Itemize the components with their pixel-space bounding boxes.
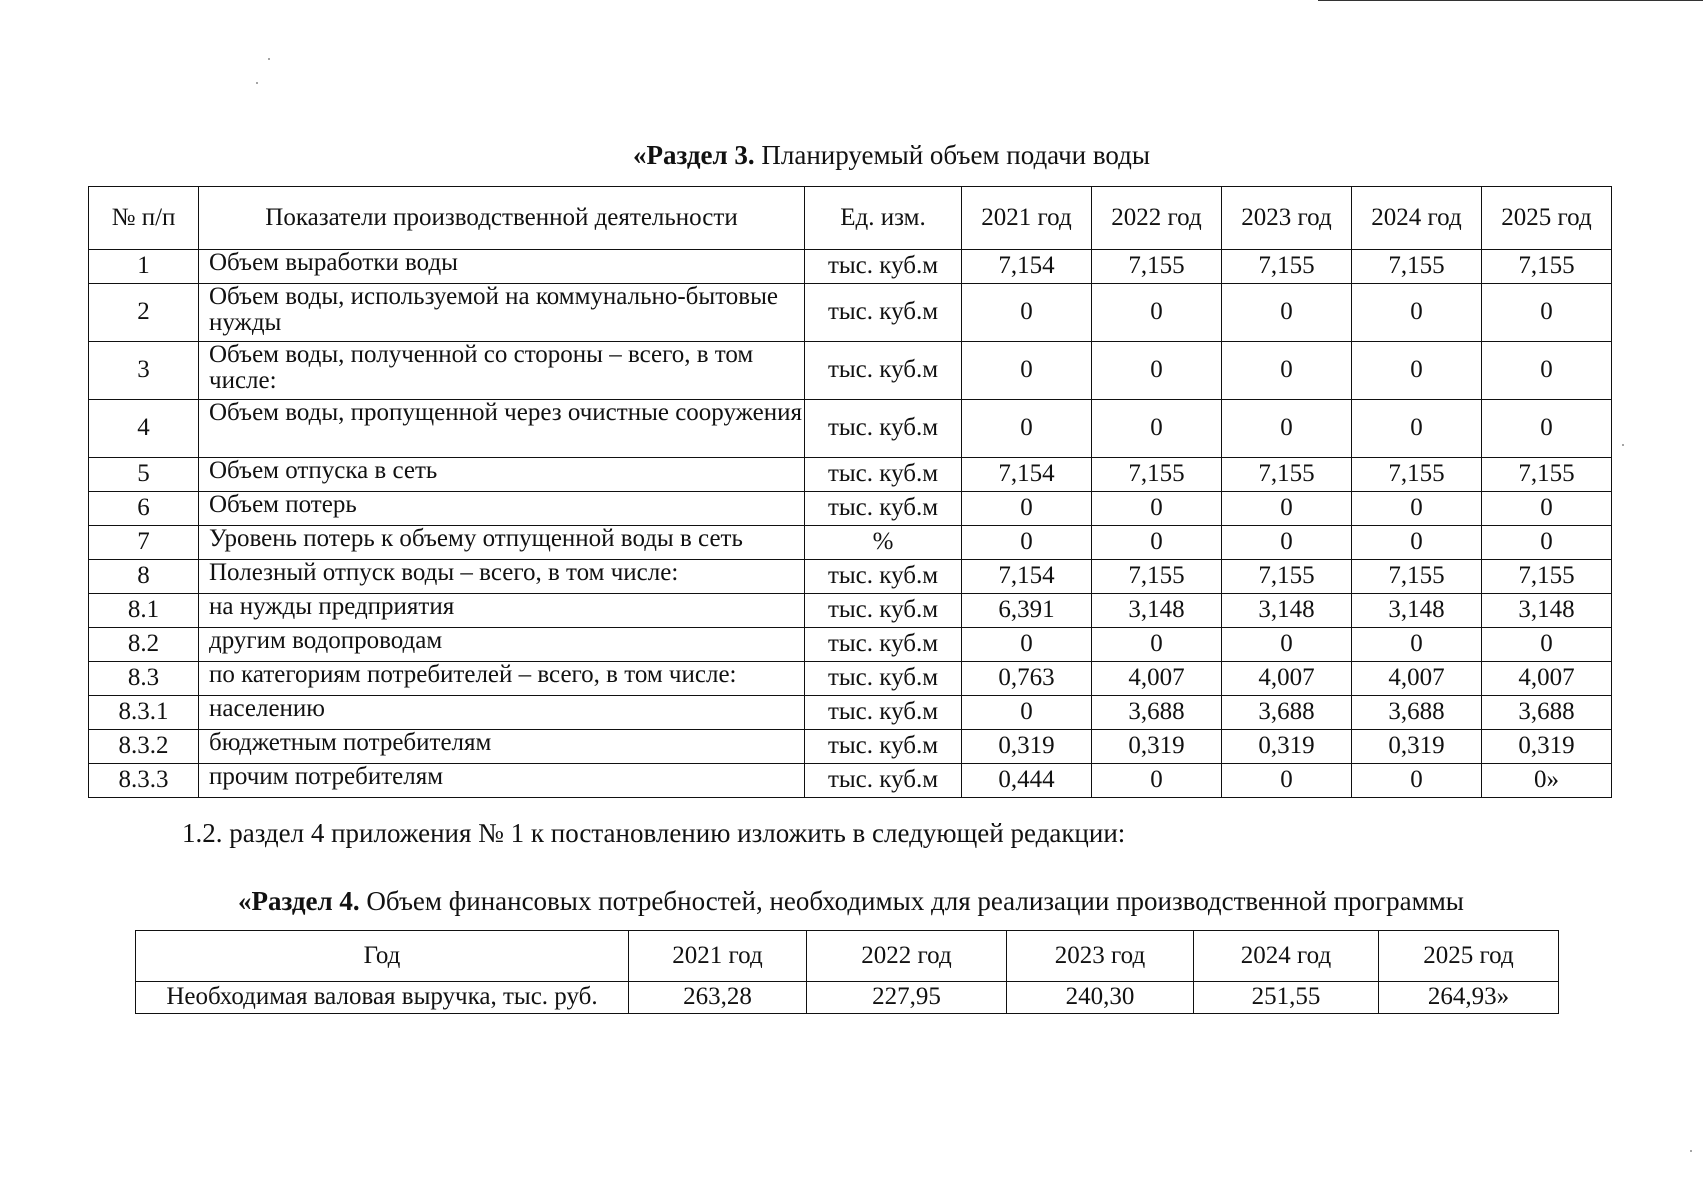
value-cell: 0 bbox=[962, 526, 1092, 560]
value-cell: 7,155 bbox=[1352, 560, 1482, 594]
indicator-name: бюджетным потребителям bbox=[199, 730, 805, 764]
section4-title bbox=[238, 886, 1464, 917]
value-cell: 7,155 bbox=[1092, 560, 1222, 594]
row-number: 8.3 bbox=[89, 662, 199, 696]
table-row bbox=[89, 400, 1612, 458]
row-number: 7 bbox=[89, 526, 199, 560]
value-cell: 7,155 bbox=[1482, 560, 1612, 594]
row-number: 8.1 bbox=[89, 594, 199, 628]
indicator-name: на нужды предприятия bbox=[199, 594, 805, 628]
value-cell: 0 bbox=[1352, 764, 1482, 798]
value-cell: 3,688 bbox=[1222, 696, 1352, 730]
indicator-name: Объем отпуска в сеть bbox=[199, 458, 805, 492]
header-cell: 2023 год bbox=[1222, 187, 1352, 250]
row-number: 8.2 bbox=[89, 628, 199, 662]
header-cell: 2024 год bbox=[1194, 931, 1379, 982]
unit-cell: % bbox=[805, 526, 962, 560]
value-cell: 227,95 bbox=[807, 982, 1007, 1014]
table-row bbox=[89, 696, 1612, 730]
row-number: 1 bbox=[89, 250, 199, 284]
section4-title-bold: «Раздел 4. bbox=[238, 886, 360, 916]
value-cell: 0 bbox=[962, 284, 1092, 342]
table-row bbox=[136, 982, 1559, 1014]
table-row bbox=[89, 284, 1612, 342]
value-cell: 7,154 bbox=[962, 250, 1092, 284]
value-cell: 0 bbox=[962, 400, 1092, 458]
value-cell: 0 bbox=[1482, 400, 1612, 458]
value-cell: 7,155 bbox=[1222, 250, 1352, 284]
scan-speck bbox=[268, 58, 270, 60]
table-row bbox=[89, 458, 1612, 492]
value-cell: 6,391 bbox=[962, 594, 1092, 628]
value-cell: 0,763 bbox=[962, 662, 1092, 696]
value-cell: 0 bbox=[1222, 492, 1352, 526]
financial-needs-table bbox=[135, 930, 1559, 1014]
value-cell: 3,148 bbox=[1352, 594, 1482, 628]
value-cell: 0 bbox=[1092, 526, 1222, 560]
value-cell: 4,007 bbox=[1352, 662, 1482, 696]
value-cell: 7,155 bbox=[1222, 458, 1352, 492]
row-number: 8.3.3 bbox=[89, 764, 199, 798]
value-cell: 0 bbox=[1222, 284, 1352, 342]
value-cell: 3,688 bbox=[1352, 696, 1482, 730]
value-cell: 7,155 bbox=[1092, 458, 1222, 492]
header-cell: 2023 год bbox=[1007, 931, 1194, 982]
table-row bbox=[89, 662, 1612, 696]
scan-speck bbox=[1622, 444, 1624, 446]
value-cell: 0 bbox=[1482, 492, 1612, 526]
water-supply-table bbox=[88, 186, 1612, 798]
header-cell: 2021 год bbox=[962, 187, 1092, 250]
value-cell: 0 bbox=[1222, 342, 1352, 400]
unit-cell: тыс. куб.м bbox=[805, 764, 962, 798]
value-cell: 7,154 bbox=[962, 458, 1092, 492]
header-cell: 2025 год bbox=[1482, 187, 1612, 250]
header-cell: Ед. изм. bbox=[805, 187, 962, 250]
section3-title-text: Планируемый объем подачи воды bbox=[754, 140, 1151, 170]
unit-cell: тыс. куб.м bbox=[805, 342, 962, 400]
value-cell: 4,007 bbox=[1222, 662, 1352, 696]
unit-cell: тыс. куб.м bbox=[805, 628, 962, 662]
value-cell: 0 bbox=[1352, 526, 1482, 560]
table-row bbox=[89, 628, 1612, 662]
header-cell: Показатели производственной деятельности bbox=[199, 187, 805, 250]
amendment-note: 1.2. раздел 4 приложения № 1 к постановлению изложить в следующей редакции: bbox=[182, 818, 1126, 848]
value-cell: 0,444 bbox=[962, 764, 1092, 798]
unit-cell: тыс. куб.м bbox=[805, 560, 962, 594]
section3-title bbox=[0, 140, 1703, 171]
indicator-name: населению bbox=[199, 696, 805, 730]
indicator-name: прочим потребителям bbox=[199, 764, 805, 798]
value-cell: 3,148 bbox=[1092, 594, 1222, 628]
value-cell: 0 bbox=[1352, 342, 1482, 400]
section3-title-bold: «Раздел 3. bbox=[632, 140, 755, 170]
row-number: 6 bbox=[89, 492, 199, 526]
indicator-name: Полезный отпуск воды – всего, в том числе: bbox=[199, 560, 805, 594]
value-cell: 0,319 bbox=[1092, 730, 1222, 764]
value-cell: 264,93» bbox=[1379, 982, 1559, 1014]
value-cell: 0 bbox=[1352, 284, 1482, 342]
value-cell: 0 bbox=[1222, 400, 1352, 458]
value-cell: 0 bbox=[1092, 492, 1222, 526]
row-number: 5 bbox=[89, 458, 199, 492]
header-cell: 2025 год bbox=[1379, 931, 1559, 982]
indicator-name: Объем воды, полученной со стороны – всего, в том числе: bbox=[199, 342, 805, 400]
value-cell: 0,319 bbox=[1222, 730, 1352, 764]
value-cell: 7,155 bbox=[1352, 458, 1482, 492]
value-cell: 0 bbox=[1222, 764, 1352, 798]
row-number: 8.3.2 bbox=[89, 730, 199, 764]
table-header-row bbox=[89, 187, 1612, 250]
value-cell: 0 bbox=[1222, 628, 1352, 662]
value-cell: 7,155 bbox=[1352, 250, 1482, 284]
indicator-name: Объем воды, пропущенной через очистные сооружения bbox=[199, 400, 805, 458]
value-cell: 0 bbox=[1092, 400, 1222, 458]
section4-title-text: Объем финансовых потребностей, необходимых для реализации производственной программы bbox=[359, 886, 1464, 916]
value-cell: 0,319 bbox=[1482, 730, 1612, 764]
table-row bbox=[89, 492, 1612, 526]
value-cell: 7,155 bbox=[1482, 250, 1612, 284]
value-cell: 0 bbox=[1352, 400, 1482, 458]
scan-edge-line bbox=[1318, 0, 1703, 1]
value-cell: 0 bbox=[1482, 284, 1612, 342]
value-cell: 0 bbox=[1352, 628, 1482, 662]
table-header-row bbox=[136, 931, 1559, 982]
value-cell: 0 bbox=[962, 696, 1092, 730]
value-cell: 3,688 bbox=[1482, 696, 1612, 730]
indicator-name: Объем потерь bbox=[199, 492, 805, 526]
unit-cell: тыс. куб.м bbox=[805, 250, 962, 284]
header-cell: 2022 год bbox=[807, 931, 1007, 982]
table-row bbox=[89, 594, 1612, 628]
indicator-name: по категориям потребителей – всего, в том числе: bbox=[199, 662, 805, 696]
value-cell: 0 bbox=[1092, 628, 1222, 662]
unit-cell: тыс. куб.м bbox=[805, 662, 962, 696]
indicator-name: Объем выработки воды bbox=[199, 250, 805, 284]
value-cell: 4,007 bbox=[1482, 662, 1612, 696]
value-cell: 0 bbox=[1092, 284, 1222, 342]
unit-cell: тыс. куб.м bbox=[805, 492, 962, 526]
value-cell: 0,319 bbox=[1352, 730, 1482, 764]
value-cell: 4,007 bbox=[1092, 662, 1222, 696]
header-cell: 2021 год bbox=[629, 931, 807, 982]
value-cell: 0» bbox=[1482, 764, 1612, 798]
row-number: 8 bbox=[89, 560, 199, 594]
unit-cell: тыс. куб.м bbox=[805, 458, 962, 492]
value-cell: 0,319 bbox=[962, 730, 1092, 764]
value-cell: 240,30 bbox=[1007, 982, 1194, 1014]
header-cell: 2022 год bbox=[1092, 187, 1222, 250]
value-cell: 263,28 bbox=[629, 982, 807, 1014]
unit-cell: тыс. куб.м bbox=[805, 730, 962, 764]
value-cell: 3,688 bbox=[1092, 696, 1222, 730]
scan-speck bbox=[256, 82, 258, 84]
value-cell: 0 bbox=[962, 492, 1092, 526]
row-number: 3 bbox=[89, 342, 199, 400]
table-row bbox=[89, 730, 1612, 764]
row-number: 2 bbox=[89, 284, 199, 342]
table-row bbox=[89, 560, 1612, 594]
header-cell: Год bbox=[136, 931, 629, 982]
row-number: 8.3.1 bbox=[89, 696, 199, 730]
indicator-name: Объем воды, используемой на коммунально-бытовые нужды bbox=[199, 284, 805, 342]
table-row bbox=[89, 342, 1612, 400]
value-cell: 0 bbox=[1092, 342, 1222, 400]
indicator-name: Уровень потерь к объему отпущенной воды в сеть bbox=[199, 526, 805, 560]
value-cell: 7,155 bbox=[1482, 458, 1612, 492]
header-cell: 2024 год bbox=[1352, 187, 1482, 250]
value-cell: 7,155 bbox=[1222, 560, 1352, 594]
row-label: Необходимая валовая выручка, тыс. руб. bbox=[136, 982, 629, 1014]
indicator-name: другим водопроводам bbox=[199, 628, 805, 662]
value-cell: 0 bbox=[1222, 526, 1352, 560]
value-cell: 0 bbox=[1352, 492, 1482, 526]
value-cell: 7,155 bbox=[1092, 250, 1222, 284]
value-cell: 0 bbox=[962, 342, 1092, 400]
table-row bbox=[89, 526, 1612, 560]
table-row bbox=[89, 250, 1612, 284]
value-cell: 7,154 bbox=[962, 560, 1092, 594]
value-cell: 0 bbox=[1482, 342, 1612, 400]
value-cell: 3,148 bbox=[1482, 594, 1612, 628]
unit-cell: тыс. куб.м bbox=[805, 696, 962, 730]
header-cell: № п/п bbox=[89, 187, 199, 250]
value-cell: 0 bbox=[1482, 628, 1612, 662]
value-cell: 0 bbox=[1482, 526, 1612, 560]
row-number: 4 bbox=[89, 400, 199, 458]
value-cell: 3,148 bbox=[1222, 594, 1352, 628]
value-cell: 0 bbox=[1092, 764, 1222, 798]
table-row bbox=[89, 764, 1612, 798]
unit-cell: тыс. куб.м bbox=[805, 594, 962, 628]
value-cell: 0 bbox=[962, 628, 1092, 662]
value-cell: 251,55 bbox=[1194, 982, 1379, 1014]
scan-speck bbox=[1690, 1150, 1692, 1152]
unit-cell: тыс. куб.м bbox=[805, 400, 962, 458]
unit-cell: тыс. куб.м bbox=[805, 284, 962, 342]
